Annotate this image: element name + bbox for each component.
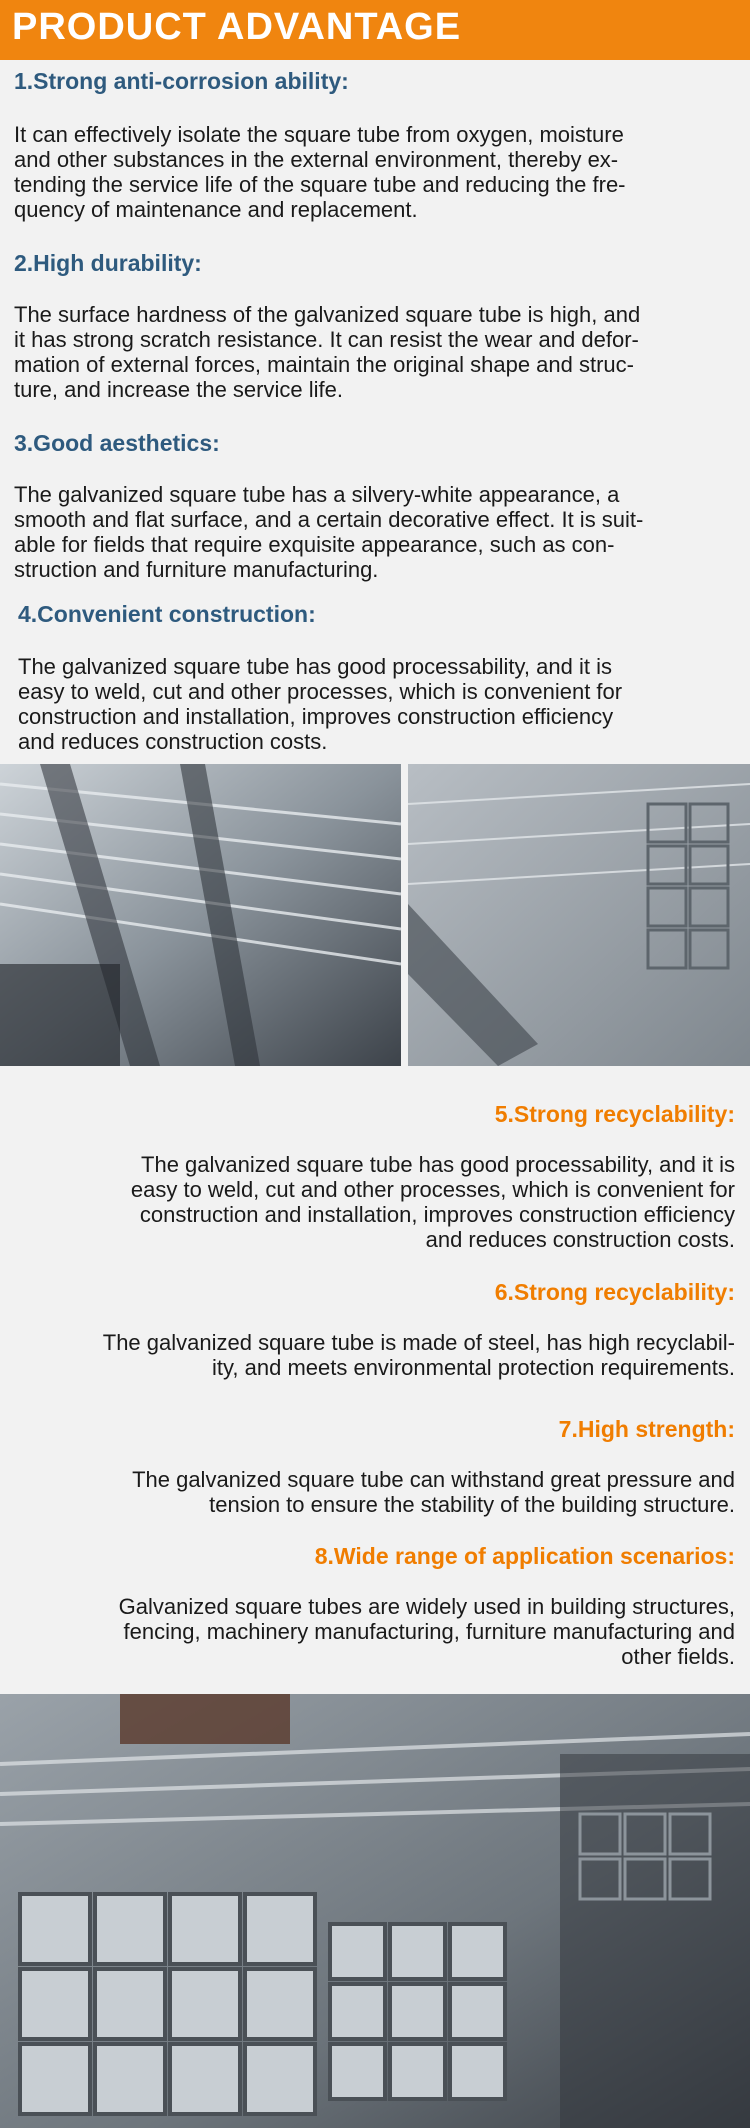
section-5-line: The galvanized square tube has good processability, and it is xyxy=(141,1152,735,1177)
page-title: PRODUCT ADVANTAGE xyxy=(12,6,462,48)
section-5-body xyxy=(131,1152,735,1252)
section-1-title: 1.Strong anti-corrosion ability: xyxy=(14,68,349,94)
section-4-line: construction and installation, improves construction efficiency xyxy=(18,704,614,729)
section-1-line: tending the service life of the square tube and reducing the fre- xyxy=(14,172,626,197)
section-4-line: and reduces construction costs. xyxy=(18,729,328,754)
section-8-body xyxy=(119,1594,735,1669)
photo-steel-tubes-ends xyxy=(408,764,750,1066)
section-5-line: construction and installation, improves construction efficiency xyxy=(139,1202,735,1227)
section-4-line: The galvanized square tube has good processability, and it is xyxy=(18,654,612,679)
section-1-line: It can effectively isolate the square tube from oxygen, moisture xyxy=(14,122,624,147)
section-8-line: Galvanized square tubes are widely used in building structures, xyxy=(118,1594,735,1619)
section-8-line: other fields. xyxy=(621,1644,735,1669)
section-3-line: struction and furniture manufacturing. xyxy=(14,557,379,582)
section-2-line: ture, and increase the service life. xyxy=(14,377,343,402)
section-6-line: The galvanized square tube is made of steel, has high recyclabil- xyxy=(102,1330,735,1355)
section-6-line: ity, and meets environmental protection requirements. xyxy=(212,1355,735,1380)
section-8-title: 8.Wide range of application scenarios: xyxy=(314,1543,735,1569)
section-3-title: 3.Good aesthetics: xyxy=(14,430,220,456)
header-banner xyxy=(0,0,750,60)
section-7-line: The galvanized square tube can withstand great pressure and xyxy=(132,1467,735,1492)
section-8-line: fencing, machinery manufacturing, furniture manufacturing and xyxy=(123,1619,735,1644)
section-2-title: 2.High durability: xyxy=(14,250,202,276)
section-3-body xyxy=(14,482,730,582)
section-2-line: The surface hardness of the galvanized square tube is high, and xyxy=(14,302,641,327)
section-2-body xyxy=(14,302,730,402)
section-3-line: The galvanized square tube has a silvery-white appearance, a xyxy=(14,482,620,507)
section-5-line: easy to weld, cut and other processes, which is convenient for xyxy=(130,1177,735,1202)
section-1-line: quency of maintenance and replacement. xyxy=(14,197,418,222)
section-2-line: mation of external forces, maintain the original shape and struc- xyxy=(14,352,634,377)
section-4-title: 4.Convenient construction: xyxy=(18,601,316,627)
photo-steel-tubes-bundled xyxy=(0,764,401,1066)
section-2-line: it has strong scratch resistance. It can resist the wear and defor- xyxy=(14,327,639,352)
section-4-body xyxy=(18,654,734,754)
section-7-body xyxy=(132,1467,735,1517)
section-3-line: smooth and flat surface, and a certain decorative effect. It is suit- xyxy=(14,507,644,532)
section-4-line: easy to weld, cut and other processes, which is convenient for xyxy=(18,679,623,704)
section-6-title: 6.Strong recyclability: xyxy=(494,1279,735,1305)
section-6-body xyxy=(103,1330,735,1380)
section-1-line: and other substances in the external environment, thereby ex- xyxy=(14,147,619,172)
section-5-line: and reduces construction costs. xyxy=(425,1227,735,1252)
photo-steel-tubes-warehouse xyxy=(0,1694,750,2128)
section-7-title: 7.High strength: xyxy=(558,1416,735,1442)
section-5-title: 5.Strong recyclability: xyxy=(494,1101,735,1127)
section-1-body xyxy=(14,122,730,222)
section-3-line: able for fields that require exquisite appearance, such as con- xyxy=(14,532,615,557)
section-7-line: tension to ensure the stability of the building structure. xyxy=(209,1492,735,1517)
